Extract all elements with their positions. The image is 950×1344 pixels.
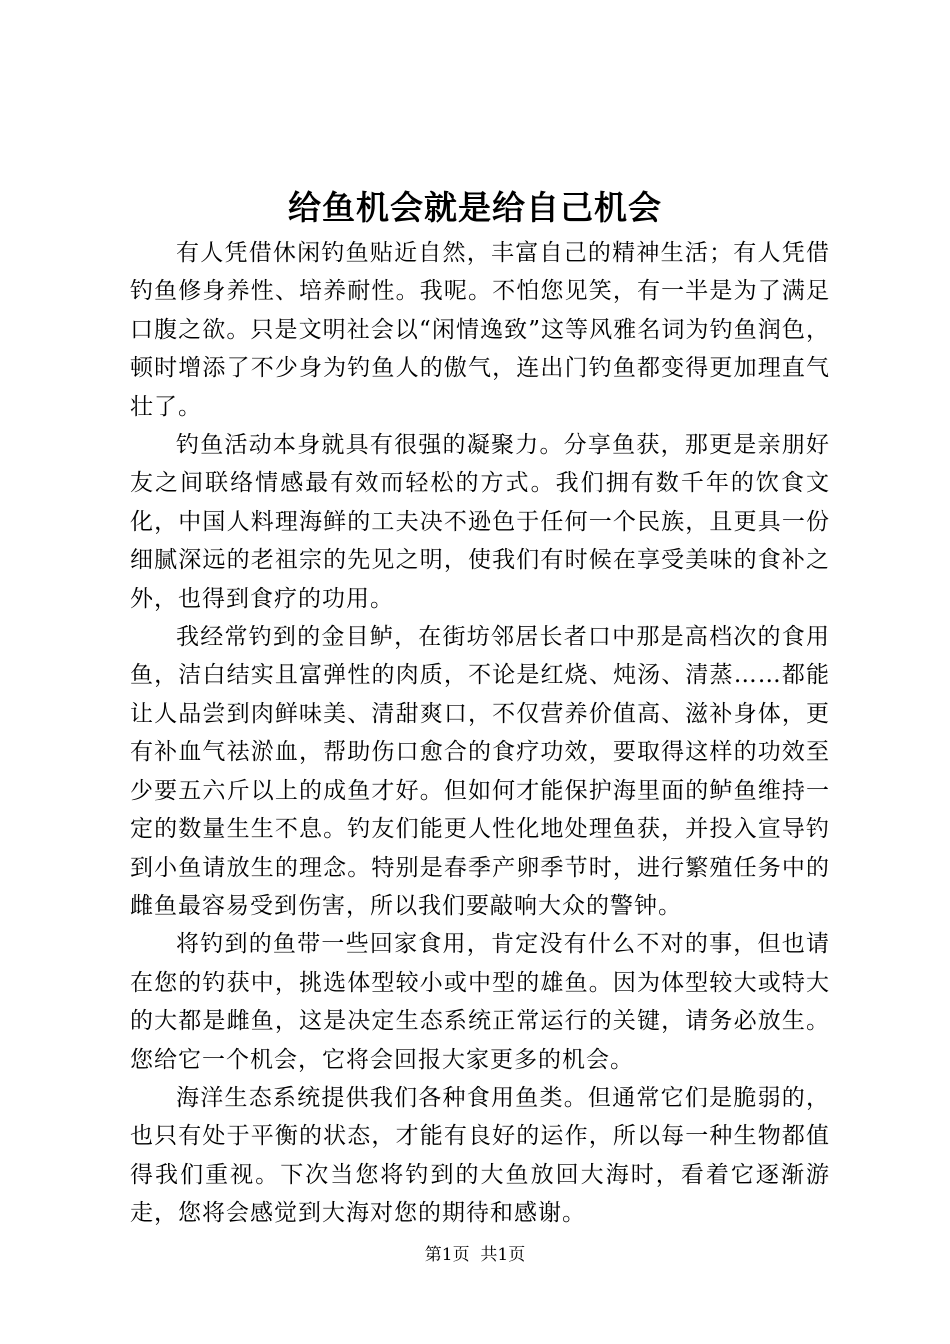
paragraph-2: 钓鱼活动本身就具有很强的凝聚力。分享鱼获，那更是亲朋好友之间联络情感最有效而轻松的方式。我们拥有数千年的饮食文化，中国人料理海鲜的工夫决不逊色于任何一个民族，且更具一份细腻深远的老祖宗的先见之明，使我们有时候在享受美味的食补之外，也得到食疗的功用。 <box>130 432 830 612</box>
paragraph-1: 有人凭借休闲钓鱼贴近自然，丰富自己的精神生活；有人凭借钓鱼修身养性、培养耐性。我呢。不怕您见笑，有一半是为了满足口腹之欲。只是文明社会以“闲情逸致”这等风雅名词为钓鱼润色，顿时增添了不少身为钓鱼人的傲气，连出门钓鱼都变得更加理直气壮了。 <box>130 240 830 420</box>
document-body <box>130 234 830 1233</box>
paragraph-3: 我经常钓到的金目鲈，在街坊邻居长者口中那是高档次的食用鱼，洁白结实且富弹性的肉质，不论是红烧、炖汤、清蒸……都能让人品尝到肉鲜味美、清甜爽口，不仅营养价值高、滋补身体，更有补血气祛淤血，帮助伤口愈合的食疗功效，要取得这样的功效至少要五六斤以上的成鱼才好。但如何才能保护海里面的鲈鱼维持一定的数量生生不息。钓友们能更人性化地处理鱼获，并投入宣导钓到小鱼请放生的理念。特别是春季产卵季节时，进行繁殖任务中的雌鱼最容易受到伤害，所以我们要敲响大众的警钟。 <box>130 624 830 919</box>
paragraph-5: 海洋生态系统提供我们各种食用鱼类。但通常它们是脆弱的，也只有处于平衡的状态，才能有良好的运作，所以每一种生物都值得我们重视。下次当您将钓到的大鱼放回大海时，看着它逐渐游走，您将会感觉到大海对您的期待和感谢。 <box>130 1084 830 1227</box>
paragraph-4: 将钓到的鱼带一些回家食用，肯定没有什么不对的事，但也请在您的钓获中，挑选体型较小或中型的雄鱼。因为体型较大或特大的大都是雌鱼，这是决定生态系统正常运行的关键，请务必放生。您给它一个机会，它将会回报大家更多的机会。 <box>130 931 830 1073</box>
document-title: 给鱼机会就是给自己机会 <box>288 188 662 227</box>
page-footer: 第1页 共1页 <box>424 1245 526 1265</box>
